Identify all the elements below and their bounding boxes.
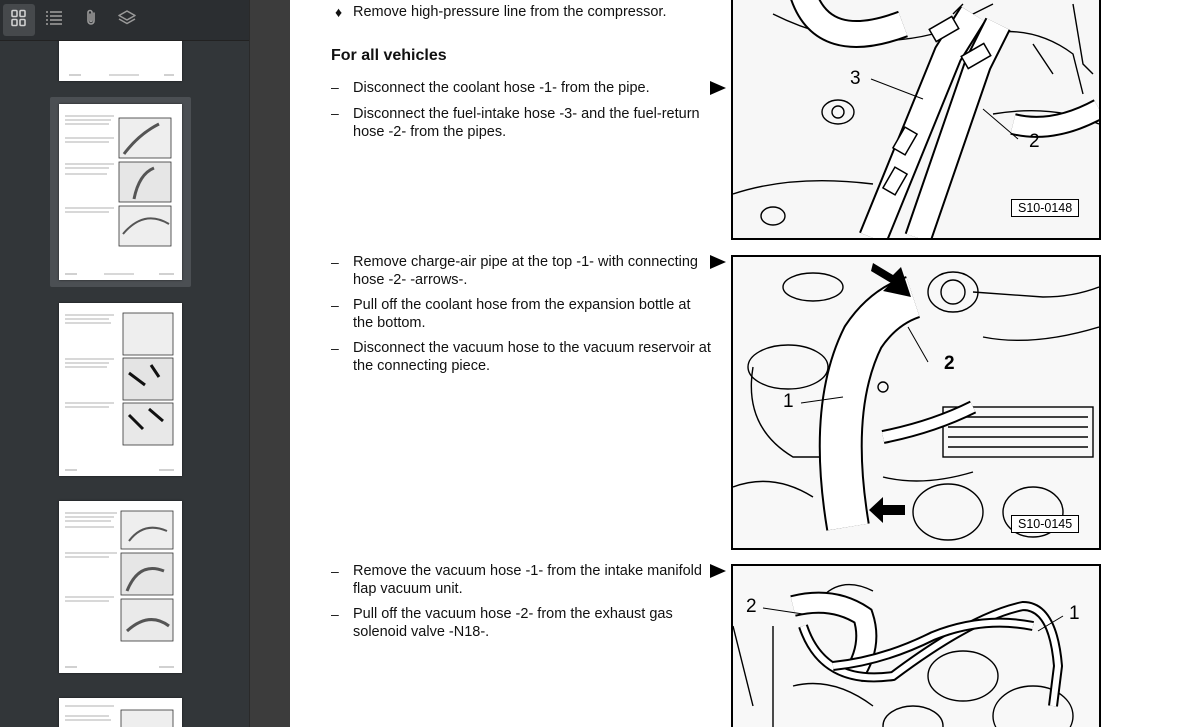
figure-callout: 2	[1029, 131, 1040, 152]
thumbnail-page[interactable]	[50, 41, 191, 86]
dash-mark: –	[331, 105, 339, 121]
document-viewer[interactable]	[250, 0, 1177, 727]
thumbnail-page-selected[interactable]	[50, 97, 191, 287]
step-text: Remove the vacuum hose -1- from the intake manifold flap vacuum unit.	[353, 563, 702, 597]
step-text: Disconnect the vacuum hose to the vacuum reservoir at the connecting piece.	[353, 340, 711, 374]
thumbnail-sidebar	[0, 0, 250, 727]
outline-button[interactable]	[38, 4, 70, 36]
step-text: Pull off the coolant hose from the expansion bottle at the bottom.	[353, 297, 691, 331]
figure-callout: 2	[746, 596, 757, 617]
figure-callout: 1	[1069, 603, 1080, 624]
figure-pointer-arrow	[710, 255, 726, 269]
figure-callout: 1	[783, 391, 794, 412]
thumbnail-page-image	[59, 501, 182, 673]
figure-charge-air-pipe	[731, 255, 1101, 550]
section-heading: For all vehicles	[331, 47, 447, 64]
thumbnail-page[interactable]	[50, 494, 191, 679]
thumbnail-list	[0, 41, 249, 727]
step-text: Remove high-pressure line from the compressor.	[353, 4, 667, 20]
thumbnails-icon	[9, 8, 29, 33]
figure-vacuum-hoses	[731, 564, 1101, 727]
thumbnail-page[interactable]	[50, 296, 191, 481]
thumbnail-page-image	[59, 698, 182, 727]
bullet-diamond: ♦	[335, 4, 343, 20]
thumbnail-page[interactable]	[50, 691, 191, 727]
attachments-icon	[81, 8, 101, 33]
outline-icon	[44, 8, 64, 33]
thumbnail-page-image	[59, 303, 182, 476]
layers-icon	[117, 8, 137, 33]
step-text: Disconnect the fuel-intake hose -3- and the fuel-return hose -2- from the pipes.	[353, 106, 700, 140]
dash-mark: –	[331, 563, 339, 579]
figure-fuel-hoses	[731, 0, 1101, 240]
figure-callout: 3	[850, 68, 861, 89]
step-text: Disconnect the coolant hose -1- from the pipe.	[353, 80, 650, 96]
attachments-button[interactable]	[75, 4, 107, 36]
document-page	[290, 0, 1177, 727]
dash-mark: –	[331, 340, 339, 356]
layers-button[interactable]	[111, 4, 143, 36]
thumbnails-button[interactable]	[3, 4, 35, 36]
figure-pointer-arrow	[710, 81, 726, 95]
figure-callout: 2	[944, 353, 955, 374]
step-text: Pull off the vacuum hose -2- from the exhaust gas solenoid valve -N18-.	[353, 606, 673, 640]
figure-pointer-arrow	[710, 564, 726, 578]
dash-mark: –	[331, 297, 339, 313]
thumbnail-page-image	[59, 41, 182, 81]
dash-mark: –	[331, 254, 339, 270]
figure-label: S10-0145	[1011, 515, 1079, 533]
dash-mark: –	[331, 79, 339, 95]
figure-label: S10-0148	[1011, 199, 1079, 217]
thumbnail-page-image	[59, 104, 182, 280]
dash-mark: –	[331, 606, 339, 622]
sidebar-toolbar	[0, 0, 249, 41]
step-text: Remove charge-air pipe at the top -1- with connecting hose -2- -arrows-.	[353, 254, 698, 288]
